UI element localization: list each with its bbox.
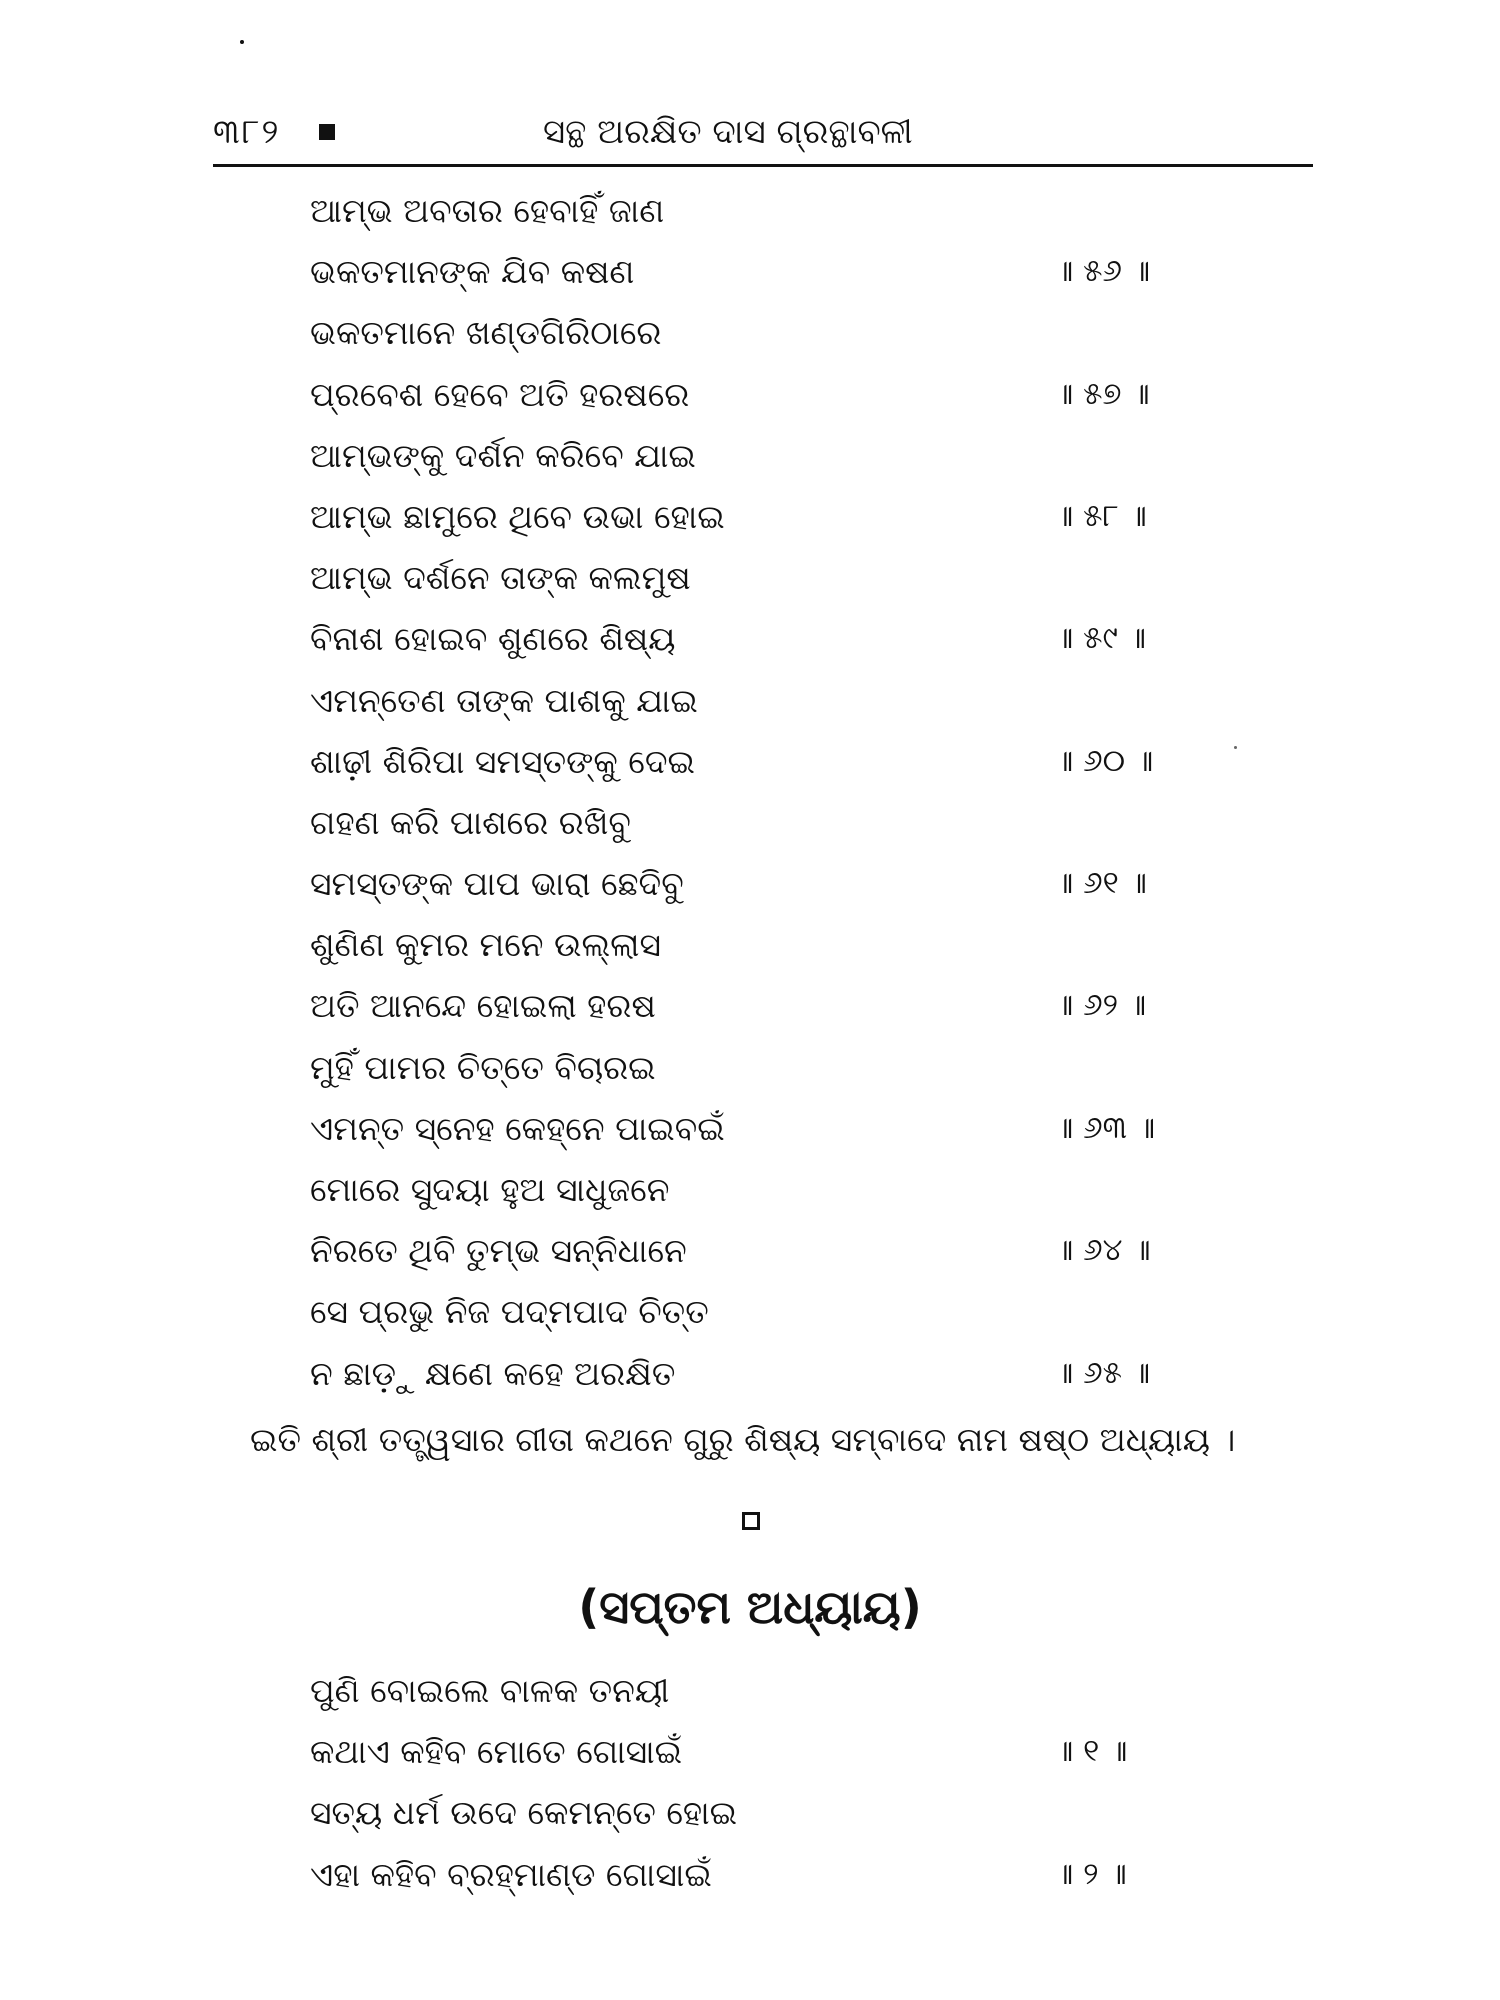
verse-text: ଆମ୍ଭ ଦର୍ଶନେ ତାଙ୍କ କଲମୁଷ bbox=[310, 558, 691, 598]
verse-text: ଗହଣ କରି ପାଶରେ ରଖିବୁ bbox=[310, 802, 631, 842]
verse-text: ଆମ୍ଭଙ୍କୁ ଦର୍ଶନ କରିବେ ଯାଇ bbox=[310, 435, 696, 475]
verse-line bbox=[310, 792, 1210, 853]
verse-text: ଭକତମାନେ ଖଣ୍ଡଗିରିଠାରେ bbox=[310, 313, 662, 353]
verse-line bbox=[310, 608, 1210, 669]
verse-text: ସମସ୍ତଙ୍କ ପାପ ଭାରା ଛେଦିବୁ bbox=[310, 864, 684, 904]
verse-number: ॥ ୫୯ ॥ bbox=[1055, 620, 1147, 657]
verse-number: ॥ ୬୫ ॥ bbox=[1055, 1354, 1151, 1391]
verse-text: ବିନାଶ ହୋଇବ ଶୁଣରେ ଶିଷ୍ୟ bbox=[310, 619, 676, 659]
verse-line bbox=[310, 1281, 1210, 1342]
verse-text: କଥାଏ କହିବ ମୋତେ ଗୋସାଇଁ bbox=[310, 1732, 683, 1772]
verse-line bbox=[310, 1220, 1210, 1281]
verse-text: ଭକତମାନଙ୍କ ଯିବ କଷଣ bbox=[310, 252, 635, 292]
verse-number: ॥ ୫୭ ॥ bbox=[1055, 375, 1150, 412]
verse-number: ॥ ୬୨ ॥ bbox=[1055, 987, 1147, 1024]
verse-line bbox=[310, 180, 1210, 241]
verse-text: ନିରତେ ଥିବି ତୁମ୍ଭ ସନ୍ନିଧାନେ bbox=[310, 1231, 687, 1271]
verse-text: ପ୍ରବେଶ ହେବେ ଅତି ହରଷରେ bbox=[310, 374, 690, 414]
header-rule bbox=[213, 164, 1313, 167]
chapter-heading: (ସପ୍ତମ ଅଧ୍ୟାୟ) bbox=[578, 1580, 922, 1634]
verse-number: ॥ ୧ ॥ bbox=[1055, 1733, 1128, 1770]
verse-text: ଶୁଣିଣ କୁମର ମନେ ଉଲ୍ଲାସ bbox=[310, 925, 661, 965]
verse-line bbox=[310, 1844, 1210, 1905]
verse-line bbox=[310, 731, 1210, 792]
verse-text: ଏମନ୍ତେଣ ତାଙ୍କ ପାଶକୁ ଯାଇ bbox=[310, 680, 698, 720]
verse-line bbox=[310, 241, 1210, 302]
verse-text: ପୁଣି ବୋଇଲେ ବାଳକ ତନୟୀ bbox=[310, 1671, 670, 1710]
verse-line bbox=[310, 914, 1210, 975]
section-divider-square-icon bbox=[742, 1512, 760, 1530]
verse-list bbox=[310, 180, 1210, 1404]
verse-number: ॥ ୬୦ ॥ bbox=[1055, 742, 1154, 779]
verse-text: ସତ୍ୟ ଧର୍ମ ଉଦେ କେମନ୍ତେ ହୋଇ bbox=[310, 1793, 738, 1833]
verse-line bbox=[310, 975, 1210, 1036]
verse-text: ଅତି ଆନନ୍ଦେ ହୋଇଲା ହରଷ bbox=[310, 986, 656, 1026]
verse-line bbox=[310, 302, 1210, 363]
chapter-colophon: ଇତି ଶ୍ରୀ ତତ୍ତ୍ୱସାର ଗୀତା କଥନେ ଗୁରୁ ଶିଷ୍ୟ ସମ୍ବାଦେ ନାମ ଷଷ୍ଠ ଅଧ୍ୟାୟ । bbox=[250, 1420, 1236, 1459]
verse-text: ନ ଛାଡ଼ୁ କ୍ଷଣେ କହେ ଅରକ୍ଷିତ bbox=[310, 1353, 676, 1393]
verse-text: ମୋରେ ସୁଦୟା ହୁଅ ସାଧୁଜନେ bbox=[310, 1170, 670, 1209]
page-header bbox=[213, 104, 1313, 160]
verse-line bbox=[310, 1098, 1210, 1159]
verse-text: ଶାଢ଼ୀ ଶିରିପା ସମସ୍ତଙ୍କୁ ଦେଇ bbox=[310, 741, 695, 781]
verse-text: ଆମ୍ଭ ଛାମୁରେ ଥିବେ ଉଭା ହୋଇ bbox=[310, 496, 725, 536]
ink-speck bbox=[1234, 746, 1237, 749]
verse-text: ସେ ପ୍ରଭୁ ନିଜ ପଦ୍ମପାଦ ଚିତ୍ତ bbox=[310, 1292, 709, 1332]
verse-text: ଏମନ୍ତ ସ୍ନେହ କେହ୍ନେ ପାଇବଇଁ bbox=[310, 1108, 725, 1148]
ink-speck bbox=[240, 40, 244, 44]
verse-line bbox=[310, 1660, 1210, 1721]
page-number: ୩୮୨ bbox=[213, 112, 281, 152]
verse-text: ଆମ୍ଭ ଅବତାର ହେବାହିଁ ଜାଣ bbox=[310, 191, 665, 230]
verse-number: ॥ ୫୮ ॥ bbox=[1055, 497, 1147, 534]
verse-number: ॥ ୬୧ ॥ bbox=[1055, 865, 1147, 902]
verse-number: ॥ ୬୩ ॥ bbox=[1055, 1109, 1156, 1146]
verse-line bbox=[310, 1721, 1210, 1782]
book-title: ସନ୍ଥ ଅରକ୍ଷିତ ଦାସ ଗ୍ରନ୍ଥାବଳୀ bbox=[543, 112, 913, 152]
verse-line bbox=[310, 547, 1210, 608]
header-square-bullet-icon bbox=[319, 124, 335, 140]
verse-line bbox=[310, 1343, 1210, 1404]
verse-number: ॥ ୫୬ ॥ bbox=[1055, 253, 1151, 290]
verse-line bbox=[310, 364, 1210, 425]
verse-number: ॥ ୬୪ ॥ bbox=[1055, 1232, 1151, 1269]
chapter-verse-list bbox=[310, 1660, 1210, 1905]
verse-line bbox=[310, 853, 1210, 914]
verse-line bbox=[310, 670, 1210, 731]
verse-line bbox=[310, 1159, 1210, 1220]
verse-text: ଏହା କହିବ ବ୍ରହ୍ମାଣ୍ଡ ଗୋସାଇଁ bbox=[310, 1854, 712, 1894]
verse-line bbox=[310, 1782, 1210, 1843]
verse-line bbox=[310, 1037, 1210, 1098]
verse-line bbox=[310, 486, 1210, 547]
verse-number: ॥ ୨ ॥ bbox=[1055, 1855, 1127, 1892]
verse-text: ମୁହିଁ ପାମର ଚିତ୍ତେ ବିଚାରଇ bbox=[310, 1047, 656, 1087]
verse-line bbox=[310, 425, 1210, 486]
